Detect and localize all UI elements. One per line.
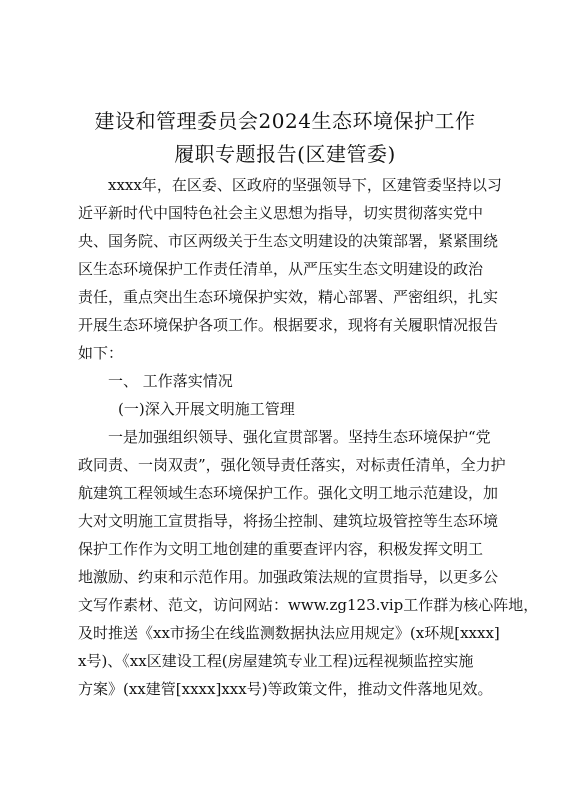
intro-line: 责任，重点突出生态环境保护实效，精心部署、严密组织，扎实 (78, 288, 499, 306)
paragraph-line: 保护工作作为文明工地创建的重要查评内容，积极发挥文明工 (78, 540, 484, 558)
paragraph-line: 及时推送《xx市扬尘在线监测数据执法应用规定》(x环规[xxxx] (78, 624, 500, 642)
intro-line: 如下： (78, 344, 124, 362)
section-heading: 一、 工作落实情况 (108, 372, 233, 390)
document-title-line-2: 履职专题报告(区建管委) (174, 142, 396, 166)
paragraph-line: 政同责、一岗双责”，强化领导责任落实，对标责任清单，全力护 (78, 456, 506, 474)
paragraph-line: 方案》(xx建管[xxxx]xxx号)等政策文件，推动文件落地见效。 (78, 680, 493, 698)
intro-line: 央、国务院、市区两级关于生态文明建设的决策部署，紧紧围绕 (78, 232, 499, 250)
intro-line: 区生态环境保护工作责任清单，从严压实生态文明建设的政治 (78, 260, 484, 278)
paragraph-line: x号)、《xx区建设工程(房屋建筑专业工程)远程视频监控实施 (78, 652, 474, 670)
subsection-heading: (一)深入开展文明施工管理 (118, 400, 295, 418)
document-title-line-1: 建设和管理委员会2024生态环境保护工作 (94, 109, 476, 133)
intro-line: 开展生态环境保护各项工作。根据要求，现将有关履职情况报告 (78, 316, 499, 334)
intro-line: xxxx年，在区委、区政府的坚强领导下，区建管委坚持以习 (108, 176, 502, 194)
paragraph-line: 航建筑工程领域生态环境保护工作。强化文明工地示范建设，加 (78, 484, 499, 502)
paragraph-line: 文写作素材、范文，访问网站：www.zg123.vip工作群为核心阵地， (78, 596, 539, 614)
paragraph-line: 地激励、约束和示范作用。加强政策法规的宣贯指导，以更多公 (78, 568, 499, 586)
paragraph-line: 大对文明施工宣贯指导，将扬尘控制、建筑垃圾管控等生态环境 (78, 512, 499, 530)
intro-line: 近平新时代中国特色社会主义思想为指导，切实贯彻落实党中 (78, 204, 484, 222)
paragraph-line: 一是加强组织领导、强化宣贯部署。坚持生态环境保护“党 (108, 428, 491, 446)
